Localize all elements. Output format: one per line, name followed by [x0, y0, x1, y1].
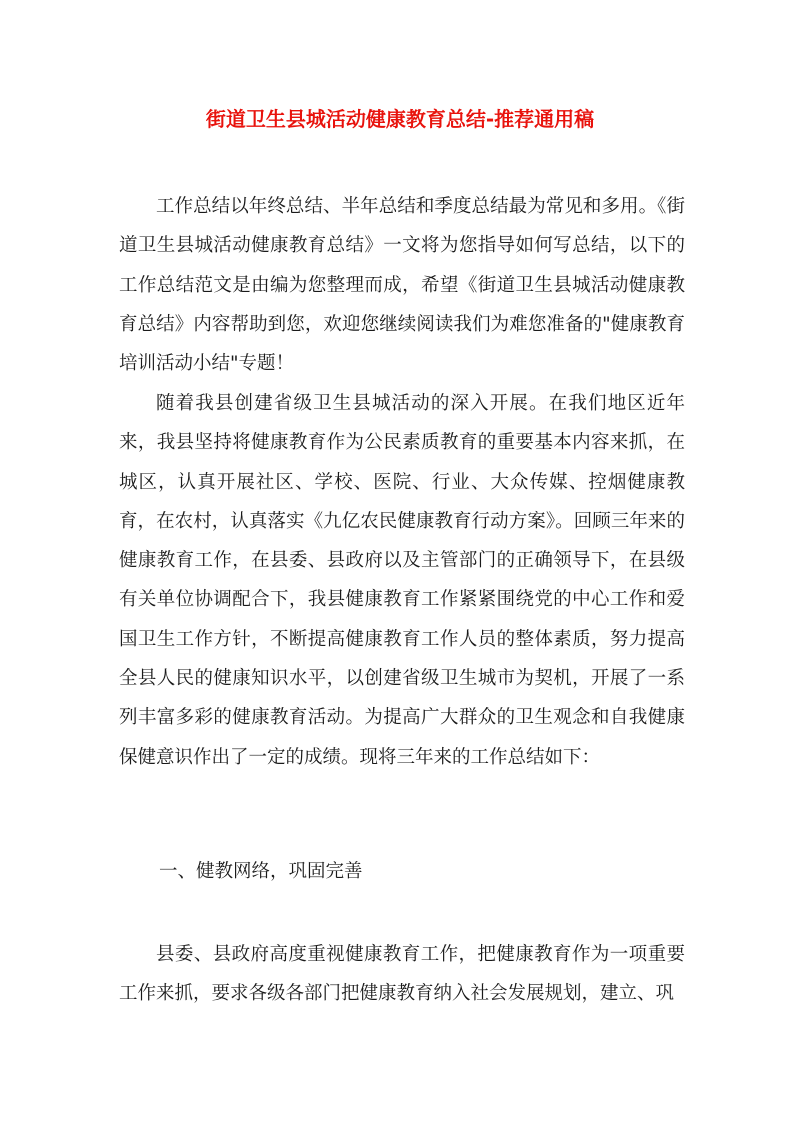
- document-title: 街道卫生县城活动健康教育总结-推荐通用稿: [205, 107, 595, 131]
- section-paragraph: 县委、县政府高度重视健康教育工作，把健康教育作为一项重要工作来抓，要求各级各部门把健康教育纳入社会发展规划，建立、巩: [119, 944, 685, 1005]
- intro-paragraph: 工作总结以年终总结、半年总结和季度总结最为常见和多用。《街道卫生县城活动健康教育总结》一文将为您指导如何写总结，以下的工作总结范文是由编为您整理而成，希望《街道卫生县城活动健康教育总结》内容帮助到您，欢迎您继续阅读我们为难您准备的"健康教育培训活动小结"专题！: [119, 196, 685, 375]
- section-heading: 一、健教网络，巩固完善: [159, 861, 363, 882]
- body-paragraph: 随着我县创建省级卫生县城活动的深入开展。在我们地区近年来，我县坚持将健康教育作为公民素质教育的重要基本内容来抓，在城区，认真开展社区、学校、医院、行业、大众传媒、控烟健康教育，在农村，认真落实《九亿农民健康教育行动方案》。回顾三年来的健康教育工作，在县委、县政府以及主管部门的正确领导下，在县级有关单位协调配合下，我县健康教育工作紧紧围绕党的中心工作和爱国卫生工作方针，不断提高健康教育工作人员的整体素质，努力提高全县人民的健康知识水平，以创建省级卫生城市为契机，开展了一系列丰富多彩的健康教育活动。为提高广大群众的卫生观念和自我健康保健意识作出了一定的成绩。现将三年来的工作总结如下：: [119, 393, 685, 768]
